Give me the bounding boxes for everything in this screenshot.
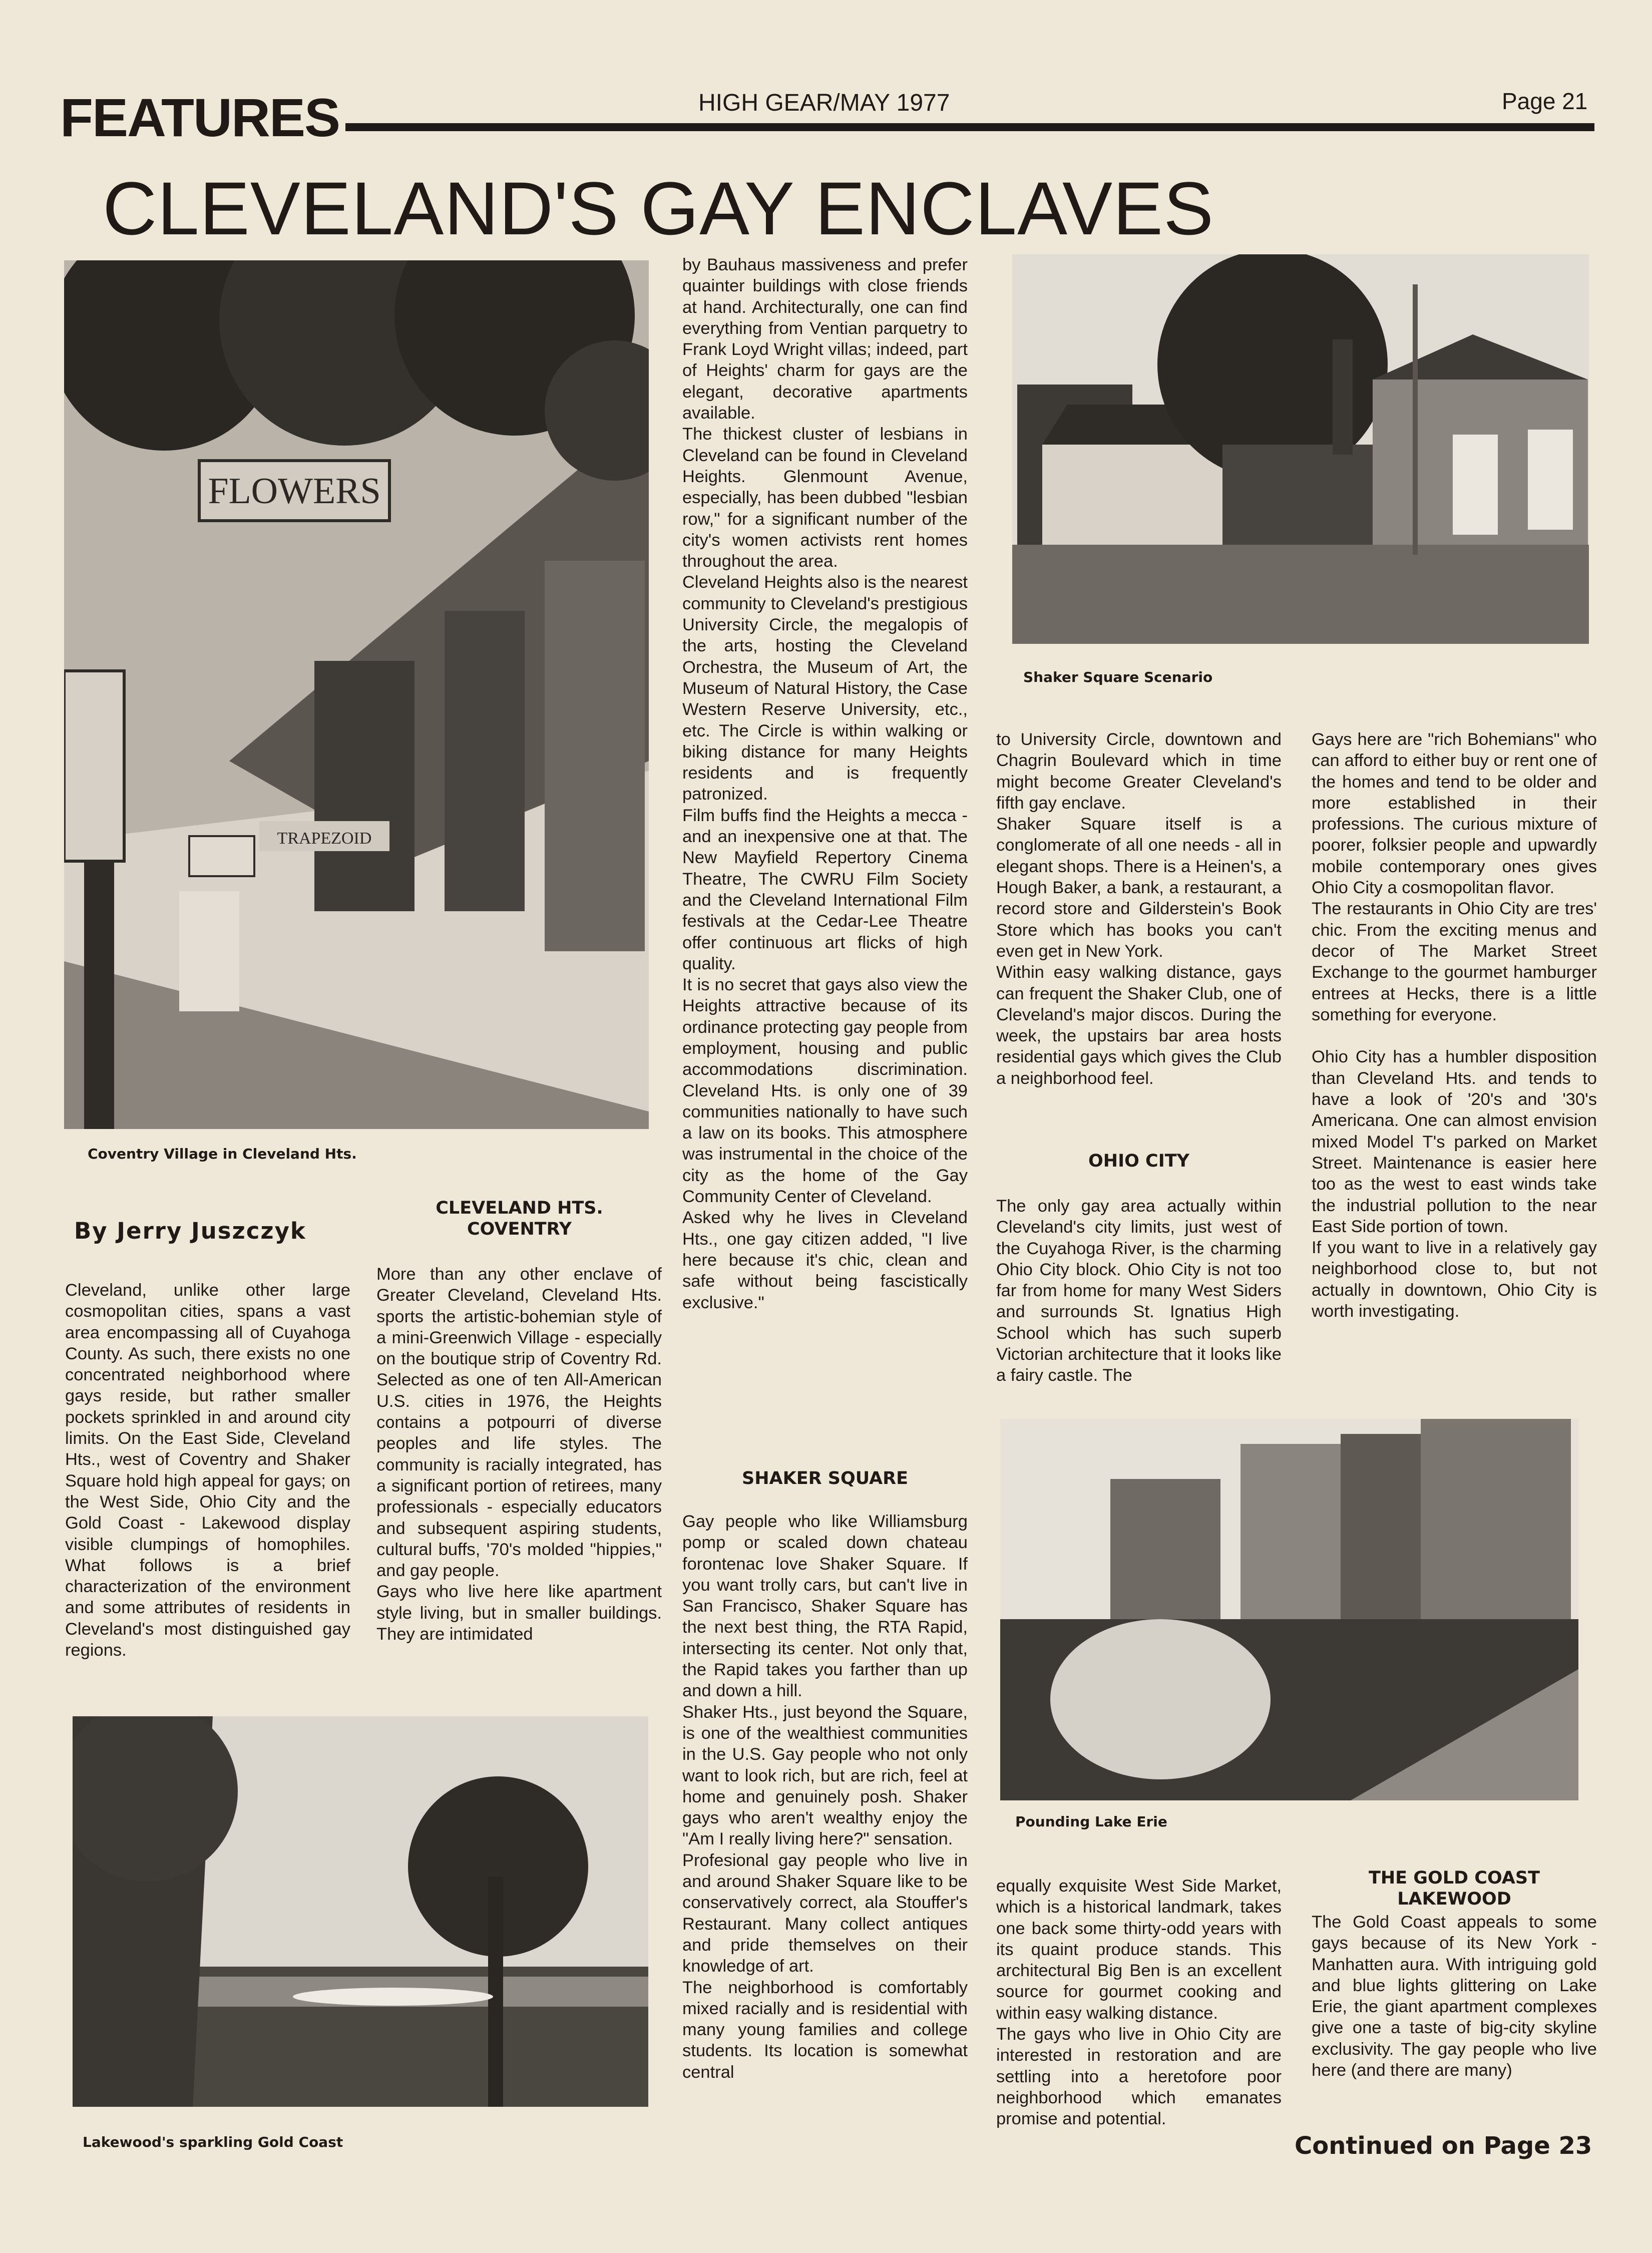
flowers-sign: FLOWERS: [208, 471, 381, 512]
lake-photo: [1000, 1419, 1578, 1800]
ohio-city-heading: OHIO CITY: [1088, 1151, 1189, 1171]
headline: CLEVELAND'S GAY ENCLAVES: [103, 166, 1214, 250]
coventry-caption: Coventry Village in Cleveland Hts.: [88, 1146, 357, 1162]
gold-coast-column: The Gold Coast appeals to some gays because of its New York - Manhatten aura. With intriguing gold and blue lights glittering on Lake Erie, the giant apartment complexes give one a taste of big-city skyline exclusivity. The gay people who live here (and there are many): [1312, 1913, 1597, 2080]
gold-coast-heading: THE GOLD COAST LAKEWOOD: [1369, 1868, 1540, 1909]
ohio-city-column-2: Gays here are "rich Bohemians" who can afford to either buy or rent one of the homes and tend to be older and more established in their professions. The curious mixture of poorer, folksier people and upwardly mobile contemporary ones gives Ohio City a cosmopolitan flavor. The restaurants in Ohio City are tres' chic. From the exciting menus and decor of The Market Street Exchange to the gourmet hamburger entrees at Hecks, there is a little something for everyone. Ohio City has a humbler disposition than Cleveland Hts. and tends to have a look of '20's and '30's Americana. One can almost envision mixed Model T's parked on Market Street. Maintenance is easier here too as the west to east winds take the industrial pollution to the near East Side portion of town. If you want to live in a relatively gay neighborhood close to, but not actually in downtown, Ohio City is worth investigating.: [1312, 730, 1597, 1321]
lake-caption: Pounding Lake Erie: [1015, 1813, 1167, 1830]
trapezoid-sign: TRAPEZOID: [277, 829, 372, 848]
coventry-photo: [64, 260, 649, 1129]
header-rule: [345, 123, 1594, 131]
shaker-heading: SHAKER SQUARE: [741, 1468, 908, 1488]
byline: By Jerry Juszczyk: [74, 1218, 306, 1244]
coventry-heading: CLEVELAND HTS. COVENTRY: [436, 1198, 603, 1239]
page-number: Page 21: [1502, 88, 1588, 114]
shaker-square-column: to University Circle, downtown and Chagrin Boulevard which in time might become Greater Cleveland's fifth gay enclave. Shaker Square itself is a conglomerate of all one needs - all in elegant shops. There is a Heinen's, a Hough Baker, a bank, a restaurant, a record store and Gilderstein's Book Store which has books you can't even get in New York. Within easy walking distance, gays can frequent the Shaker Club, one of Cleveland's major discos. During the week, the upstairs bar area hosts residential gays which gives the Club a neighborhood feel.: [996, 730, 1282, 1088]
section-label: FEATURES: [60, 87, 340, 148]
ohio-city-column: The only gay area actually within Cleveland's city limits, just west of the Cuyahoga River, is the charming Ohio City block. Ohio City is not too far from home for many West Siders and surrounds St. Ignatius High School which has such superb Victorian architecture that it looks like a fairy castle. The: [996, 1197, 1282, 1385]
west-side-market-column: equally exquisite West Side Market, which is a historical landmark, takes one back some thirty-odd years with its quaint produce stands. This architectural Big Ben is an excellent source for gourmet cooking and within easy walking distance. The gays who live in Ohio City are interested in restoration and are settling into a heretofore poor neighborhood which emanates promise and potential.: [996, 1876, 1282, 2129]
heights-column: by Bauhaus massiveness and prefer quainter buildings with close friends at hand. Architecturally, one can find everything from Ventian parquetry to Frank Loyd Wright villas; indeed, part of Heights' charm for gays are the elegant, decorative apartments available. The thickest cluster of lesbians in Cleveland can be found in Cleveland Heights. Glenmount Avenue, especially, has been dubbed "lesbian row," for a significant number of the city's women activists rent homes throughout the area. Cleveland Heights also is the nearest community to Cleveland's prestigious University Circle, the megalopis of the arts, hosting the Cleveland Orchestra, the Museum of Art, the Museum of Natural History, the Case Western Reserve University, etc., etc. The Circle is within walking or biking distance for many Heights residents and is frequently patronized. Film buffs find the Heights a mecca - and an inexpensive one at that. The New Mayfield Repertory Cinema Theatre, The CWRU Film Society and the Cleveland International Film festivals at the Cedar-Lee Theatre offer continuous art flicks of high quality. It is no secret that gays also view the Heights attractive because of its ordinance protecting gay people from employment, housing and public accommodations discrimination. Cleveland Hts. is only one of 39 communities nationally to have such a law on its books. This atmosphere was instrumental in the choice of the city as the home of the Gay Community Center of Cleveland. Asked why he lives in Cleveland Hts., one gay citizen added, "I live here because it's chic, clean and safe without being fascistically exclusive.": [682, 255, 968, 1312]
shaker-caption: Shaker Square Scenario: [1023, 669, 1213, 685]
shaker-column: Gay people who like Williamsburg pomp or scaled down chateau forontenac love Shaker Square. If you want trolly cars, but can't live in San Francisco, Shaker Square has the next best thing, the RTA Rapid, intersecting its center. Not only that, the Rapid takes you farther than up and down a hill. Shaker Hts., just beyond the Square, is one of the wealthiest communities in the U.S. Gay people who not only want to look rich, but are rich, feel at home and genuinely posh. Shaker gays who aren't wealthy enjoy the "Am I really living here?" sensation. Profesional gay people who live in and around Shaker Square like to be conservatively correct, ala Stouffer's Restaurant. Many collect antiques and pride themselves on their knowledge of art. The neighborhood is comfortably mixed racially and is residential with many young families and college students. Its location is somewhat central: [682, 1512, 968, 2082]
lakewood-photo: [73, 1716, 648, 2107]
intro-column: Cleveland, unlike other large cosmopolitan cities, spans a vast area encompassing all of Cuyahoga County. As such, there exists no one concentrated neighborhood where gays reside, but rather smaller pockets sprinkled in and around city limits. On the East Side, Cleveland Hts., west of Coventry and Shaker Square hold high appeal for gays; on the West Side, Ohio City and the Gold Coast - Lakewood display visible clumpings of homophiles. What follows is a brief characterization of the environment and some attributes of residents in Cleveland's most distinguished gay regions.: [65, 1281, 350, 1660]
shaker-photo: [1012, 254, 1589, 644]
lakewood-caption: Lakewood's sparkling Gold Coast: [83, 2134, 343, 2150]
coventry-column: More than any other enclave of Greater Cleveland, Cleveland Hts. sports the artistic-bohemian style of a mini-Greenwich Village - especially on the boutique strip of Coventry Rd. Selected as one of ten All-American U.S. cities in 1976, the Heights contains a potpourri of diverse peoples and life styles. The community is racially integrated, has a significant portion of retirees, many professionals - especially educators and subsequent aspiring students, cultural buffs, '70's molded "hippies," and gay people. Gays who live here like apartment style living, but in smaller buildings. They are intimidated: [376, 1265, 662, 1644]
publication-date: HIGH GEAR/MAY 1977: [698, 90, 950, 116]
continued-note: Continued on Page 23: [1295, 2132, 1592, 2160]
